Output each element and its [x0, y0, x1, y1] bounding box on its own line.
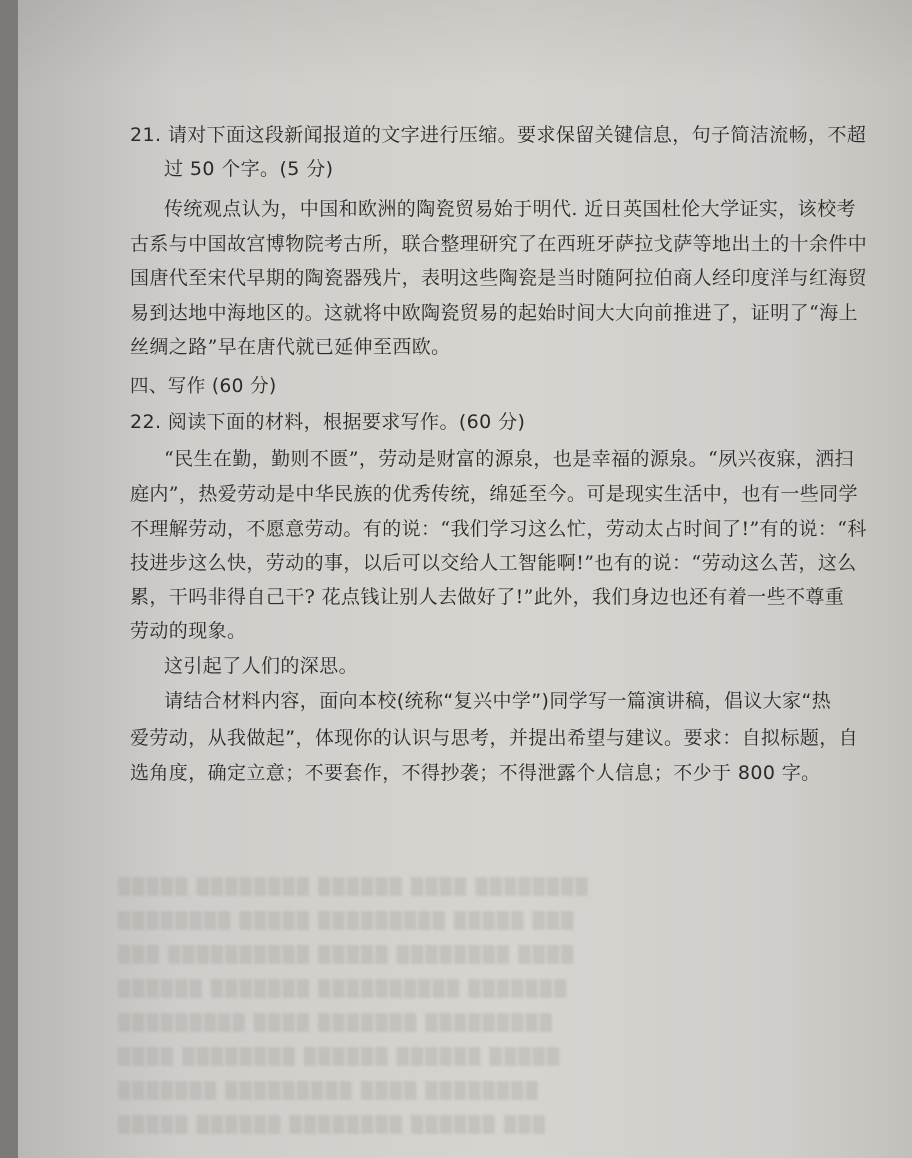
passage-line-1: 传统观点认为，中国和欧洲的陶瓷贸易始于明代. 近日英国杜伦大学证实，该校考	[164, 198, 856, 220]
material-line-1: “民生在勤，勤则不匮”，劳动是财富的源泉，也是幸福的源泉。“夙兴夜寐，洒扫	[164, 448, 854, 470]
material-line-7: 这引起了人们的深思。	[164, 655, 359, 677]
section-title-writing: 四、写作 (60 分)	[130, 376, 277, 397]
material-line-3: 不理解劳动，不愿意劳动。有的说：“我们学习这么忙，劳动太占时间了!”有的说：“科	[130, 518, 867, 540]
material-line-2: 庭内”，热爱劳动是中华民族的优秀传统，绵延至今。可是现实生活中，也有一些同学	[130, 483, 858, 505]
passage-line-3: 国唐代至宋代早期的陶瓷器残片，表明这些陶瓷是当时随阿拉伯商人经印度洋与红海贸	[130, 267, 868, 289]
requirement-line-3: 选角度，确定立意；不要套作，不得抄袭；不得泄露个人信息；不少于 800 字。	[130, 762, 821, 784]
material-line-4: 技进步这么快，劳动的事，以后可以交给人工智能啊!”也有的说：“劳动这么苦，这么	[130, 552, 857, 574]
passage-line-4: 易到达地中海地区的。这就将中欧陶瓷贸易的起始时间大大向前推进了，证明了“海上	[130, 302, 858, 324]
material-line-5: 累，干吗非得自己干? 花点钱让别人去做好了!”此外，我们身边也还有着一些不尊重	[130, 586, 845, 608]
exam-paper-page	[18, 0, 912, 1158]
q21-prompt-cont: 过 50 个字。(5 分)	[164, 158, 334, 180]
bleed-through-text: ▒▒▒▒▒ ▒▒▒▒▒▒▒▒ ▒▒▒▒▒▒ ▒▒▒▒ ▒▒▒▒▒▒▒▒ ▒▒▒▒▒▒▒▒ ▒▒▒▒▒ ▒▒▒▒▒▒▒▒▒ ▒▒▒▒▒ ▒▒▒ ▒▒▒ ▒▒▒▒▒▒▒▒▒▒ ▒▒▒▒▒ ▒▒▒▒▒▒▒▒ ▒▒▒▒ ▒▒▒▒▒▒ ▒▒▒▒▒▒▒ ▒▒▒▒▒▒▒▒▒▒ ▒▒▒▒▒▒▒ ▒▒▒▒▒▒▒▒▒ ▒▒▒▒ ▒▒▒▒▒▒▒ ▒▒▒▒▒▒▒▒▒ ▒▒▒▒ ▒▒▒▒▒▒▒▒ ▒▒▒▒▒▒ ▒▒▒▒▒▒ ▒▒▒▒▒ ▒▒▒▒▒▒▒ ▒▒▒▒▒▒▒▒▒ ▒▒▒▒ ▒▒▒▒▒▒▒▒ ▒▒▒▒▒ ▒▒▒▒▒▒ ▒▒▒▒▒▒▒▒ ▒▒▒▒▒▒ ▒▒▒	[118, 877, 590, 1134]
passage-line-5: 丝绸之路”早在唐代就已延伸至西欧。	[130, 336, 451, 358]
passage-line-2: 古系与中国故宫博物院考古所，联合整理研究了在西班牙萨拉戈萨等地出土的十余件中	[130, 233, 868, 255]
requirement-line-1: 请结合材料内容，面向本校(统称“复兴中学”)同学写一篇演讲稿，倡议大家“热	[164, 690, 832, 712]
material-line-6: 劳动的现象。	[130, 620, 247, 642]
q22-prompt: 22. 阅读下面的材料，根据要求写作。(60 分)	[130, 411, 526, 433]
q21-prompt: 21. 请对下面这段新闻报道的文字进行压缩。要求保留关键信息，句子简洁流畅，不超	[130, 124, 867, 146]
page-shadow	[18, 0, 912, 90]
requirement-line-2: 爱劳动，从我做起”，体现你的认识与思考，并提出希望与建议。要求：自拟标题，自	[130, 727, 859, 749]
